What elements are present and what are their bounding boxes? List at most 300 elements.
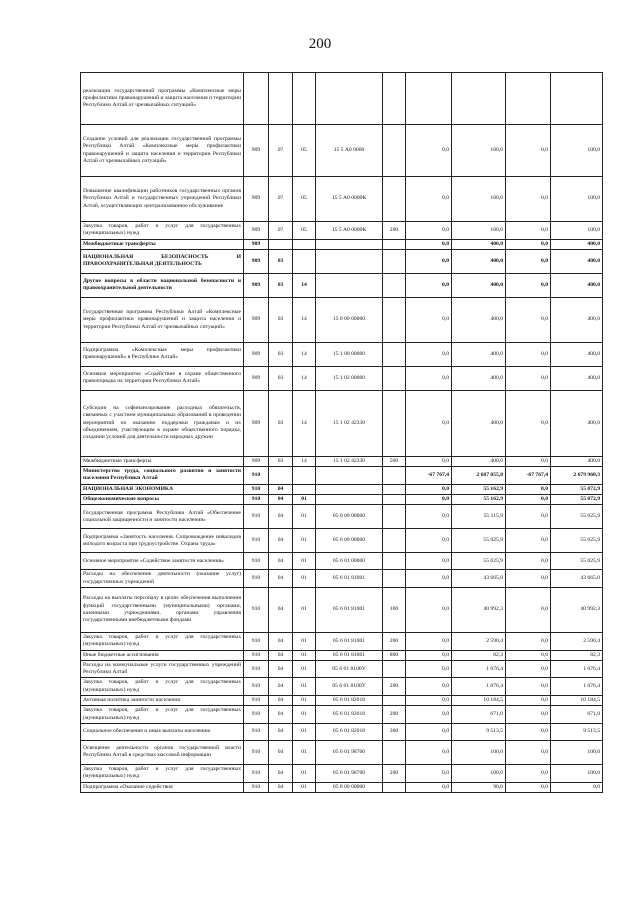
- cell-subsection: 01: [293, 740, 316, 764]
- cell-section: 04: [269, 723, 293, 740]
- cell-amount-3: 0,0: [506, 706, 551, 724]
- cell-amount-3: 0,0: [506, 484, 551, 494]
- cell-grbs: 910: [244, 696, 269, 706]
- table-row: [81, 467, 603, 485]
- cell-name: Министерство труда, социального развития и занятости населения Республики Алтай: [81, 467, 244, 485]
- cell-section: 04: [269, 696, 293, 706]
- cell-amount-3: 0,0: [506, 495, 551, 505]
- cell-expense-type: [383, 390, 406, 456]
- cell-subsection: 05: [293, 222, 316, 240]
- cell-amount-1: 0,0: [406, 390, 452, 456]
- cell-section: 07: [269, 222, 293, 240]
- cell-amount-3: 0,0: [506, 297, 551, 342]
- cell-grbs: [244, 73, 269, 125]
- cell-section: 04: [269, 484, 293, 494]
- cell-expense-type: [383, 782, 406, 792]
- cell-expense-type: [383, 297, 406, 342]
- table-row: [81, 456, 603, 466]
- cell-amount-2: 40 992,3: [452, 587, 506, 632]
- cell-subsection: 01: [293, 764, 316, 782]
- cell-amount-2: 55 025,9: [452, 529, 506, 553]
- cell-expense-type: [383, 366, 406, 390]
- cell-amount-3: 0,0: [506, 125, 551, 177]
- cell-amount-2: [452, 73, 506, 125]
- cell-amount-4: 2 590,4: [551, 632, 603, 650]
- cell-amount-1: -67 767,4: [406, 467, 452, 485]
- cell-amount-4: 1 076,4: [551, 678, 603, 696]
- cell-name: реализации государственной программы «Комплексные меры профилактики правонарушений и защита населения и территории Республики Алтай от чрезвычайных ситуаций»: [81, 73, 244, 125]
- cell-subsection: 01: [293, 570, 316, 588]
- table-row: [81, 177, 603, 222]
- cell-subsection: 14: [293, 390, 316, 456]
- cell-grbs: 910: [244, 723, 269, 740]
- cell-target-article: 05 6 01 81001: [316, 587, 383, 632]
- cell-expense-type: [383, 660, 406, 678]
- cell-target-article: 15 5 А0 0000К: [316, 177, 383, 222]
- cell-grbs: 910: [244, 495, 269, 505]
- cell-expense-type: [383, 467, 406, 485]
- cell-amount-2: 100,0: [452, 740, 506, 764]
- cell-section: 04: [269, 740, 293, 764]
- cell-amount-4: 671,0: [551, 706, 603, 724]
- cell-expense-type: 200: [383, 706, 406, 724]
- cell-name: Подпрограмма «Комплексные меры профилактики правонарушений» в Республике Алтай»: [81, 342, 244, 366]
- cell-section: 04: [269, 632, 293, 650]
- table-row: [81, 125, 603, 177]
- cell-amount-4: 400,0: [551, 273, 603, 297]
- cell-section: [269, 239, 293, 249]
- cell-section: 04: [269, 495, 293, 505]
- cell-amount-3: 0,0: [506, 587, 551, 632]
- cell-amount-3: 0,0: [506, 249, 551, 273]
- cell-subsection: [293, 73, 316, 125]
- cell-amount-3: 0,0: [506, 764, 551, 782]
- cell-amount-1: 0,0: [406, 505, 452, 529]
- cell-amount-4: 2 679 960,3: [551, 467, 603, 485]
- cell-expense-type: 200: [383, 764, 406, 782]
- cell-amount-2: 400,0: [452, 390, 506, 456]
- cell-section: 07: [269, 125, 293, 177]
- table-row: [81, 366, 603, 390]
- cell-target-article: 05 6 01 81001: [316, 632, 383, 650]
- cell-amount-3: 0,0: [506, 660, 551, 678]
- cell-grbs: 909: [244, 177, 269, 222]
- cell-amount-2: 1 076,4: [452, 678, 506, 696]
- cell-amount-4: 400,0: [551, 366, 603, 390]
- cell-amount-1: 0,0: [406, 660, 452, 678]
- cell-amount-2: 100,0: [452, 222, 506, 240]
- cell-grbs: 910: [244, 529, 269, 553]
- cell-amount-2: 100,0: [452, 125, 506, 177]
- cell-grbs: 910: [244, 782, 269, 792]
- cell-target-article: 05 6 01 8100У: [316, 678, 383, 696]
- cell-expense-type: 800: [383, 650, 406, 660]
- cell-grbs: 910: [244, 553, 269, 570]
- cell-section: 04: [269, 706, 293, 724]
- cell-name: Создание условий для реализации государственной программы Республики Алтай «Комплексные меры профилактики правонарушений и защита населения и территории Республики Алтай от чрезвычайных ситуаций»: [81, 125, 244, 177]
- cell-subsection: 01: [293, 553, 316, 570]
- cell-amount-2: 55 162,9: [452, 495, 506, 505]
- table-row: [81, 696, 603, 706]
- cell-grbs: 909: [244, 456, 269, 466]
- cell-amount-1: 0,0: [406, 706, 452, 724]
- cell-target-article: 15 1 02 00000: [316, 366, 383, 390]
- cell-target-article: 15 1 02 42330: [316, 456, 383, 466]
- cell-subsection: 01: [293, 495, 316, 505]
- cell-amount-1: 0,0: [406, 782, 452, 792]
- cell-name: Государственная программа Республики Алтай «Комплексные меры профилактики правонарушений и защита населения и территории Республики Алтай от чрезвычайных ситуаций»: [81, 297, 244, 342]
- table-row: [81, 495, 603, 505]
- cell-amount-4: 40 992,3: [551, 587, 603, 632]
- cell-amount-4: 10 184,5: [551, 696, 603, 706]
- cell-amount-4: 400,0: [551, 342, 603, 366]
- cell-name: Государственная программа Республики Алтай «Обеспечение социальной защищенности и занятости населения»: [81, 505, 244, 529]
- cell-amount-4: 1 076,4: [551, 660, 603, 678]
- cell-grbs: 910: [244, 660, 269, 678]
- cell-grbs: 910: [244, 678, 269, 696]
- table-row: [81, 390, 603, 456]
- cell-grbs: 909: [244, 249, 269, 273]
- cell-amount-2: 2 687 055,8: [452, 467, 506, 485]
- cell-amount-1: 0,0: [406, 723, 452, 740]
- table-row: [81, 650, 603, 660]
- cell-section: 04: [269, 570, 293, 588]
- cell-amount-1: 0,0: [406, 239, 452, 249]
- cell-expense-type: [383, 177, 406, 222]
- cell-amount-2: 400,0: [452, 297, 506, 342]
- cell-section: 04: [269, 764, 293, 782]
- cell-expense-type: [383, 125, 406, 177]
- cell-subsection: [293, 249, 316, 273]
- cell-target-article: [316, 273, 383, 297]
- cell-expense-type: 200: [383, 222, 406, 240]
- table-row: [81, 553, 603, 570]
- cell-amount-4: 0,0: [551, 782, 603, 792]
- cell-target-article: [316, 249, 383, 273]
- cell-target-article: 15 1 02 42330: [316, 390, 383, 456]
- cell-expense-type: 200: [383, 632, 406, 650]
- cell-amount-3: 0,0: [506, 177, 551, 222]
- cell-target-article: 05 6 01 81001: [316, 570, 383, 588]
- cell-amount-1: 0,0: [406, 696, 452, 706]
- cell-target-article: 15 1 00 00000: [316, 342, 383, 366]
- cell-amount-1: 0,0: [406, 764, 452, 782]
- cell-target-article: 05 6 00 00000: [316, 529, 383, 553]
- table-row: [81, 273, 603, 297]
- cell-name: Подпрограмма «Занятость населения. Сопровождение инвалидов молодого возраста при трудоустройстве. Охрана труда»: [81, 529, 244, 553]
- cell-name: Закупка товаров, работ и услуг для государственных (муниципальных) нужд: [81, 764, 244, 782]
- cell-section: 07: [269, 177, 293, 222]
- cell-expense-type: [383, 239, 406, 249]
- cell-amount-2: 10 184,5: [452, 696, 506, 706]
- cell-expense-type: [383, 249, 406, 273]
- cell-amount-3: 0,0: [506, 696, 551, 706]
- cell-grbs: 909: [244, 273, 269, 297]
- cell-section: 04: [269, 678, 293, 696]
- cell-section: 03: [269, 390, 293, 456]
- cell-name: Повышение квалификации работников государственных органов Республики Алтай и государственных учреждений Республики Алтай, осуществляющих централизованное обслуживание: [81, 177, 244, 222]
- cell-amount-4: 100,0: [551, 177, 603, 222]
- cell-target-article: [316, 495, 383, 505]
- table-row: [81, 297, 603, 342]
- cell-amount-4: 55 025,9: [551, 505, 603, 529]
- cell-amount-1: 0,0: [406, 177, 452, 222]
- cell-name: Закупка товаров, работ и услуг для государственных (муниципальных) нужд: [81, 678, 244, 696]
- table-row: [81, 632, 603, 650]
- cell-name: Социальное обеспечение и иные выплаты населению: [81, 723, 244, 740]
- cell-target-article: 15 5 А0 0000: [316, 125, 383, 177]
- cell-amount-2: 55 162,9: [452, 484, 506, 494]
- page-number: 200: [308, 36, 332, 52]
- cell-grbs: 910: [244, 505, 269, 529]
- cell-amount-3: 0,0: [506, 366, 551, 390]
- cell-target-article: 05 6 01 82018: [316, 723, 383, 740]
- cell-amount-2: 2 590,4: [452, 632, 506, 650]
- cell-amount-4: 100,0: [551, 125, 603, 177]
- cell-amount-4: 100,0: [551, 764, 603, 782]
- cell-amount-2: 82,3: [452, 650, 506, 660]
- cell-grbs: 909: [244, 342, 269, 366]
- cell-name: Иные бюджетные ассигнования: [81, 650, 244, 660]
- cell-subsection: 01: [293, 678, 316, 696]
- cell-subsection: 05: [293, 125, 316, 177]
- cell-amount-4: 55 072,9: [551, 484, 603, 494]
- cell-amount-3: 0,0: [506, 529, 551, 553]
- cell-amount-1: 0,0: [406, 249, 452, 273]
- cell-amount-2: 43 665,0: [452, 570, 506, 588]
- cell-section: 04: [269, 505, 293, 529]
- cell-subsection: 01: [293, 650, 316, 660]
- cell-amount-1: 0,0: [406, 570, 452, 588]
- cell-section: 03: [269, 249, 293, 273]
- cell-name: Расходы на выплаты персоналу в целях обеспечения выполнения функций государственными (муниципальными) органами, казенными учреждениями, органами управления государственными внебюджетными фондами: [81, 587, 244, 632]
- cell-subsection: 01: [293, 782, 316, 792]
- cell-section: 04: [269, 553, 293, 570]
- cell-subsection: 01: [293, 529, 316, 553]
- cell-target-article: 05 6 01 8100У: [316, 660, 383, 678]
- cell-expense-type: [383, 484, 406, 494]
- cell-target-article: 05 6 01 82018: [316, 696, 383, 706]
- cell-name: Основное мероприятие «Содействие в охране общественного правопорядка на территории Республики Алтай»: [81, 366, 244, 390]
- cell-section: 03: [269, 342, 293, 366]
- cell-grbs: 910: [244, 587, 269, 632]
- table-row: [81, 249, 603, 273]
- cell-name: НАЦИОНАЛЬНАЯ БЕЗОПАСНОСТЬ И ПРАВООХРАНИТЕЛЬНАЯ ДЕЯТЕЛЬНОСТЬ: [81, 249, 244, 273]
- cell-grbs: 909: [244, 366, 269, 390]
- table-row: [81, 764, 603, 782]
- cell-amount-3: [506, 73, 551, 125]
- cell-expense-type: [383, 740, 406, 764]
- cell-name: Основное мероприятие «Содействие занятости населения»: [81, 553, 244, 570]
- cell-amount-1: 0,0: [406, 484, 452, 494]
- cell-target-article: 05 6 01 98700: [316, 740, 383, 764]
- cell-amount-3: 0,0: [506, 342, 551, 366]
- cell-amount-4: [551, 73, 603, 125]
- cell-amount-1: 0,0: [406, 366, 452, 390]
- cell-subsection: [293, 239, 316, 249]
- cell-amount-1: 0,0: [406, 222, 452, 240]
- cell-section: 04: [269, 782, 293, 792]
- cell-target-article: 05 0 00 00000: [316, 505, 383, 529]
- cell-target-article: 05 6 01 98700: [316, 764, 383, 782]
- cell-amount-2: 400,0: [452, 273, 506, 297]
- cell-amount-3: 0,0: [506, 678, 551, 696]
- cell-amount-4: 100,0: [551, 740, 603, 764]
- cell-grbs: 910: [244, 650, 269, 660]
- cell-amount-1: 0,0: [406, 125, 452, 177]
- cell-subsection: [293, 484, 316, 494]
- cell-name: Другие вопросы в области национальной безопасности и правоохранительной деятельности: [81, 273, 244, 297]
- cell-amount-4: 400,0: [551, 390, 603, 456]
- cell-amount-4: 55 072,9: [551, 495, 603, 505]
- cell-subsection: 14: [293, 273, 316, 297]
- cell-subsection: 14: [293, 342, 316, 366]
- cell-grbs: 910: [244, 467, 269, 485]
- cell-section: 04: [269, 529, 293, 553]
- cell-grbs: 909: [244, 222, 269, 240]
- cell-name: Освещение деятельности органов государственной власти Республики Алтай в средствах массовой информации: [81, 740, 244, 764]
- cell-amount-3: 0,0: [506, 239, 551, 249]
- cell-name: Подпрограмма «Оказание содействия: [81, 782, 244, 792]
- cell-amount-4: 43 665,0: [551, 570, 603, 588]
- budget-table: [80, 72, 603, 793]
- cell-section: 03: [269, 273, 293, 297]
- cell-name: НАЦИОНАЛЬНАЯ ЭКОНОМИКА: [81, 484, 244, 494]
- cell-grbs: 910: [244, 632, 269, 650]
- cell-amount-2: 55 115,9: [452, 505, 506, 529]
- cell-name: Закупка товаров, работ и услуг для государственных (муниципальных) нужд: [81, 222, 244, 240]
- table-row: [81, 222, 603, 240]
- cell-target-article: 05 6 01 82018: [316, 706, 383, 724]
- cell-subsection: 01: [293, 706, 316, 724]
- cell-amount-3: 0,0: [506, 632, 551, 650]
- cell-section: 03: [269, 366, 293, 390]
- cell-grbs: 910: [244, 484, 269, 494]
- table-row: [81, 239, 603, 249]
- cell-grbs: 910: [244, 706, 269, 724]
- cell-amount-3: 0,0: [506, 505, 551, 529]
- cell-grbs: 909: [244, 239, 269, 249]
- cell-expense-type: [383, 553, 406, 570]
- table-row: [81, 723, 603, 740]
- cell-amount-1: 0,0: [406, 650, 452, 660]
- table-row: [81, 570, 603, 588]
- cell-target-article: [316, 73, 383, 125]
- cell-target-article: [316, 484, 383, 494]
- cell-amount-3: 0,0: [506, 553, 551, 570]
- cell-amount-2: 671,0: [452, 706, 506, 724]
- cell-target-article: [316, 467, 383, 485]
- cell-amount-3: 0,0: [506, 740, 551, 764]
- cell-subsection: 01: [293, 723, 316, 740]
- table-row: [81, 706, 603, 724]
- cell-subsection: 01: [293, 505, 316, 529]
- cell-grbs: 909: [244, 125, 269, 177]
- cell-subsection: 05: [293, 177, 316, 222]
- cell-section: 04: [269, 587, 293, 632]
- cell-amount-1: 0,0: [406, 678, 452, 696]
- cell-name: Расходы на коммунальные услуги государственных учреждений Республики Алтай: [81, 660, 244, 678]
- cell-amount-4: 400,0: [551, 456, 603, 466]
- cell-amount-2: 100,0: [452, 764, 506, 782]
- cell-amount-3: 0,0: [506, 723, 551, 740]
- cell-subsection: 01: [293, 660, 316, 678]
- cell-target-article: 05 6 01 81001: [316, 650, 383, 660]
- table-row: [81, 505, 603, 529]
- cell-amount-3: 0,0: [506, 782, 551, 792]
- cell-target-article: 05 8 00 00000: [316, 782, 383, 792]
- cell-amount-3: 0,0: [506, 570, 551, 588]
- cell-section: [269, 73, 293, 125]
- cell-subsection: 14: [293, 297, 316, 342]
- cell-amount-4: 9 513,5: [551, 723, 603, 740]
- table-row: [81, 660, 603, 678]
- cell-section: 04: [269, 650, 293, 660]
- cell-amount-4: 82,3: [551, 650, 603, 660]
- cell-amount-2: 1 076,4: [452, 660, 506, 678]
- cell-subsection: 01: [293, 632, 316, 650]
- cell-expense-type: [383, 495, 406, 505]
- cell-section: 03: [269, 456, 293, 466]
- cell-section: 04: [269, 660, 293, 678]
- cell-section: 03: [269, 297, 293, 342]
- cell-expense-type: [383, 696, 406, 706]
- cell-amount-3: 0,0: [506, 390, 551, 456]
- cell-section: [269, 467, 293, 485]
- cell-amount-2: 9 513,5: [452, 723, 506, 740]
- cell-amount-4: 55 025,9: [551, 553, 603, 570]
- cell-expense-type: [383, 273, 406, 297]
- table-row: [81, 342, 603, 366]
- table-row: [81, 73, 603, 125]
- cell-expense-type: [383, 342, 406, 366]
- cell-subsection: 01: [293, 587, 316, 632]
- cell-grbs: 910: [244, 740, 269, 764]
- cell-amount-3: -67 767,4: [506, 467, 551, 485]
- cell-target-article: 15 0 00 00000: [316, 297, 383, 342]
- cell-expense-type: [383, 73, 406, 125]
- table-row: [81, 782, 603, 792]
- cell-target-article: 15 5 А0 0000К: [316, 222, 383, 240]
- cell-amount-2: 400,0: [452, 239, 506, 249]
- cell-amount-1: 0,0: [406, 632, 452, 650]
- table-row: [81, 740, 603, 764]
- cell-amount-1: 0,0: [406, 587, 452, 632]
- cell-amount-1: 0,0: [406, 342, 452, 366]
- cell-amount-3: 0,0: [506, 456, 551, 466]
- cell-expense-type: [383, 529, 406, 553]
- cell-grbs: 910: [244, 570, 269, 588]
- cell-amount-1: 0,0: [406, 529, 452, 553]
- cell-amount-3: 0,0: [506, 273, 551, 297]
- cell-amount-1: 0,0: [406, 273, 452, 297]
- cell-amount-1: 0,0: [406, 297, 452, 342]
- cell-subsection: [293, 467, 316, 485]
- cell-amount-2: 400,0: [452, 456, 506, 466]
- cell-expense-type: [383, 505, 406, 529]
- cell-amount-2: 100,0: [452, 177, 506, 222]
- cell-name: Субсидии на софинансирование расходных обязательств, связанных с участием муниципальных образований в проведении мероприятий по оказанию поддержки гражданам и их объединениям, участвующим в охране общественного порядка, создании условий для деятельности народных дружин: [81, 390, 244, 456]
- cell-amount-1: 0,0: [406, 456, 452, 466]
- cell-amount-4: 100,0: [551, 222, 603, 240]
- cell-amount-4: 55 025,9: [551, 529, 603, 553]
- cell-expense-type: 200: [383, 678, 406, 696]
- cell-grbs: 910: [244, 764, 269, 782]
- cell-target-article: 05 6 01 00000: [316, 553, 383, 570]
- cell-name: Активная политика занятости населения: [81, 696, 244, 706]
- cell-amount-1: 0,0: [406, 740, 452, 764]
- cell-amount-1: [406, 73, 452, 125]
